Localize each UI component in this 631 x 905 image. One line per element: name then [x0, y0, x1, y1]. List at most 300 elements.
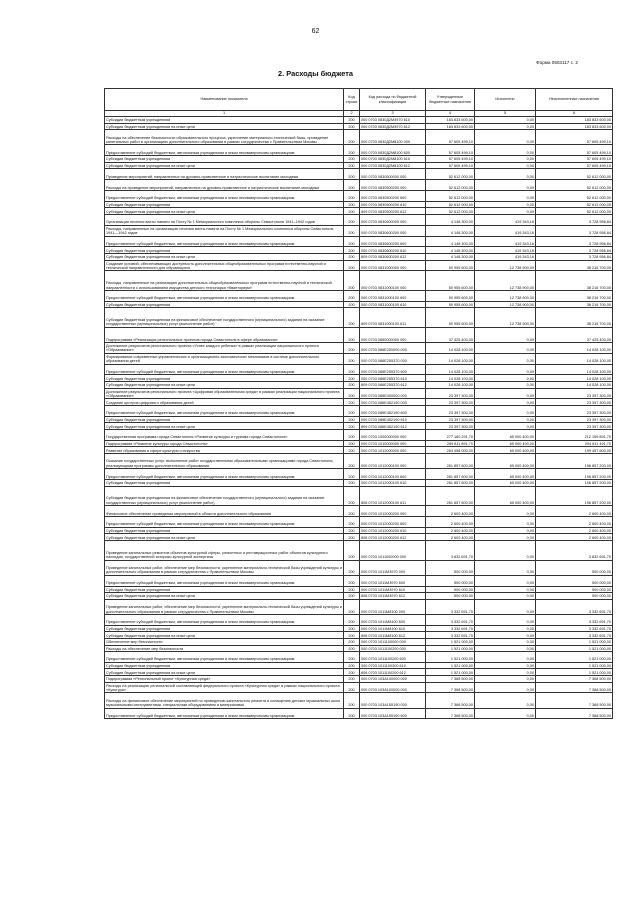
table-row: [105, 327, 613, 342]
table-row: [105, 625, 613, 632]
row-name: Государственная программа города Севастополя «Развитие культуры и туризма города Севастополя»: [105, 430, 344, 441]
row-approved: 500 000,00: [426, 586, 475, 593]
row-line-code: 200: [344, 416, 360, 423]
row-remaining: 3 728 956,84: [536, 247, 613, 254]
row-executed: 0,00: [475, 130, 536, 145]
row-line-code: 200: [344, 447, 360, 454]
row-budget-code: 000 0703 0830600200 610: [360, 247, 426, 254]
row-remaining: 1 521 000,00: [536, 645, 613, 652]
row-budget-code: 000 0703 1011М8100 000: [360, 599, 426, 614]
row-line-code: 200: [344, 480, 360, 487]
row-executed: 0,00: [475, 506, 536, 517]
row-line-code: 200: [344, 190, 360, 201]
row-name: Расходы на обеспечение безопасности образовательного процесса, укрепление материально-технической базы, проведение капитальных работ в организациях дополнительного образования в рамках сотрудничества с Правительством Москвы: [105, 130, 344, 145]
row-remaining: 1 521 000,00: [536, 669, 613, 676]
row-name: Предоставление субсидий бюджетным, автономным учреждениям и иным некоммерческим организациям: [105, 145, 344, 156]
header-executed-amount: Исполнено: [475, 89, 536, 111]
row-budget-code: 000 0703 0860000000 000: [360, 327, 426, 342]
row-approved: 50 955 600,00: [426, 301, 475, 308]
row-approved: 261 857 600,00: [426, 454, 475, 469]
row-executed: 0,00: [475, 156, 536, 163]
row-name: Предоставление субсидий бюджетным, автономным учреждениям и иным некоммерческим организациям: [105, 406, 344, 417]
row-name: Субсидии бюджетным учреждениям на финансовое обеспечение государственного (муниципального) задания на оказание государственных (муниципальных) услуг (выполнение работ): [105, 308, 344, 328]
row-line-code: 200: [344, 214, 360, 225]
row-executed: 0,00: [475, 527, 536, 534]
row-remaining: 52 612 000,00: [536, 201, 613, 208]
row-line-code: 200: [344, 406, 360, 417]
row-executed: 0,00: [475, 516, 536, 527]
row-line-code: 200: [344, 469, 360, 480]
row-budget-code: 000 0703 1011М8100 610: [360, 625, 426, 632]
row-remaining: 1 521 000,00: [536, 652, 613, 663]
row-line-code: 200: [344, 130, 360, 145]
row-line-code: 200: [344, 454, 360, 469]
row-executed: 0,00: [475, 708, 536, 719]
row-budget-code: 000 0703 1012000100 000: [360, 454, 426, 469]
row-name: Субсидии бюджетным учреждениям на иные цели: [105, 593, 344, 600]
header-budget-classification-code: Код расхода по бюджетной классификации: [360, 89, 426, 111]
row-approved: 3 332 691,70: [426, 599, 475, 614]
row-executed: 65 000 400,00: [475, 440, 536, 447]
row-remaining: 23 397 300,00: [536, 416, 613, 423]
row-budget-code: 808 0703 1011100200 612: [360, 669, 426, 676]
row-executed: 12 738 900,00: [475, 290, 536, 301]
row-executed: 0,00: [475, 399, 536, 406]
row-line-code: 200: [344, 353, 360, 364]
row-name: Субсидии бюджетным учреждениям: [105, 662, 344, 669]
table-row: [105, 162, 613, 169]
row-name: Подпрограмма «Развитие культуры города Севастополя»: [105, 440, 344, 447]
row-line-code: 200: [344, 423, 360, 430]
row-budget-code: 000 0703 1011000000 000: [360, 540, 426, 560]
row-approved: 14 028 100,00: [426, 343, 475, 354]
row-name: Субсидии бюджетным учреждениям на иные цели: [105, 382, 344, 389]
row-line-code: 200: [344, 208, 360, 215]
table-row: [105, 469, 613, 480]
row-approved: 57 605 499,10: [426, 145, 475, 156]
row-line-code: 200: [344, 382, 360, 389]
row-remaining: 3 332 691,70: [536, 614, 613, 625]
row-line-code: 200: [344, 169, 360, 180]
row-remaining: 38 216 700,00: [536, 308, 613, 328]
row-executed: 12 738 900,00: [475, 260, 536, 271]
row-budget-code: 000 0703 0830500200 610: [360, 201, 426, 208]
row-budget-code: 000 0703 103A100000 000: [360, 676, 426, 683]
row-executed: 0,00: [475, 162, 536, 169]
table-row: [105, 260, 613, 271]
row-budget-code: 000 0703 0830Д2М8100 612: [360, 162, 426, 169]
row-budget-code: 000 0703 0830Д2М8100 610: [360, 156, 426, 163]
table-row: [105, 560, 613, 575]
row-name: Субсидии бюджетным учреждениям: [105, 527, 344, 534]
row-budget-code: 000 0703 086E452190 600: [360, 406, 426, 417]
table-row: [105, 117, 613, 124]
row-executed: 0,00: [475, 145, 536, 156]
row-name: Создание условий, обеспечивающих доступность дополнительных общеобразовательных программ естественно-научной и технической направленности для обучающихся: [105, 260, 344, 271]
row-budget-code: 000 0703 0830600200 600: [360, 236, 426, 247]
budget-expenditure-table: [104, 88, 613, 719]
table-row: [105, 343, 613, 354]
row-remaining: 23 397 300,00: [536, 388, 613, 399]
row-budget-code: 000 0703 1012000200 000: [360, 506, 426, 517]
row-executed: 419 343,16: [475, 236, 536, 247]
table-row: [105, 382, 613, 389]
row-name: Субсидии бюджетным учреждениям: [105, 117, 344, 124]
table-row: [105, 540, 613, 560]
table-row: [105, 388, 613, 399]
row-approved: 7 368 500,00: [426, 682, 475, 693]
row-executed: 12 738 900,00: [475, 308, 536, 328]
row-budget-code: 000 0703 1012000100 600: [360, 469, 426, 480]
row-executed: 0,00: [475, 599, 536, 614]
table-row: [105, 682, 613, 693]
row-budget-code: 000 0703 086E452190 000: [360, 399, 426, 406]
row-approved: 23 397 300,00: [426, 416, 475, 423]
table-row: [105, 676, 613, 683]
row-name: Предоставление субсидий бюджетным, автономным учреждениям и иным некоммерческим организациям: [105, 290, 344, 301]
row-line-code: 200: [344, 375, 360, 382]
row-executed: 0,00: [475, 645, 536, 652]
table-row: [105, 145, 613, 156]
row-line-code: 200: [344, 301, 360, 308]
row-budget-code: 000 0703 0830Д2М8100 000: [360, 130, 426, 145]
row-approved: 183 833 600,00: [426, 123, 475, 130]
row-approved: 4 148 300,00: [426, 236, 475, 247]
row-line-code: 200: [344, 645, 360, 652]
row-executed: 0,00: [475, 652, 536, 663]
row-budget-code: 809 0703 086E255370 612: [360, 382, 426, 389]
table-row: [105, 632, 613, 639]
row-executed: 0,00: [475, 534, 536, 541]
row-line-code: 200: [344, 652, 360, 663]
form-reference: Форма 0503117 с. 2: [536, 60, 578, 65]
row-remaining: 3 728 956,84: [536, 225, 613, 236]
row-line-code: 200: [344, 540, 360, 560]
row-line-code: 200: [344, 388, 360, 399]
row-approved: 269 811 891,70: [426, 440, 475, 447]
column-index: 4: [426, 111, 475, 117]
row-remaining: 2 600 400,00: [536, 534, 613, 541]
row-executed: 0,00: [475, 406, 536, 417]
row-remaining: 23 397 300,00: [536, 406, 613, 417]
row-approved: 14 028 100,00: [426, 375, 475, 382]
row-remaining: 196 857 200,00: [536, 469, 613, 480]
row-line-code: 200: [344, 430, 360, 441]
header-line-code: Код строки: [344, 89, 360, 111]
row-remaining: 2 600 400,00: [536, 516, 613, 527]
row-executed: 0,00: [475, 662, 536, 669]
row-name: Формирование современных управленческих и организационно-экономических механизмов в системе дополнительного образования детей: [105, 353, 344, 364]
row-name: Оказание государственных услуг, выполнение работ государственными образовательными организациями города Севастополя, реализующими программы дополнительного образования: [105, 454, 344, 469]
row-approved: 1 521 000,00: [426, 662, 475, 669]
row-remaining: 52 612 000,00: [536, 169, 613, 180]
row-remaining: 3 728 956,84: [536, 236, 613, 247]
row-line-code: 200: [344, 271, 360, 291]
row-executed: 0,00: [475, 682, 536, 693]
row-remaining: 183 833 600,00: [536, 123, 613, 130]
row-executed: 0,00: [475, 669, 536, 676]
table-row: [105, 416, 613, 423]
row-remaining: 57 605 499,10: [536, 145, 613, 156]
row-executed: 0,00: [475, 560, 536, 575]
row-remaining: 3 728 956,84: [536, 214, 613, 225]
row-executed: 0,00: [475, 593, 536, 600]
row-approved: 2 600 400,00: [426, 534, 475, 541]
row-approved: 7 368 500,00: [426, 708, 475, 719]
row-name: Субсидии бюджетным учреждениям на финансовое обеспечение государственного (муниципального) задания на оказание государственных (муниципальных) услуг (выполнение работ): [105, 486, 344, 506]
row-remaining: 1 521 000,00: [536, 662, 613, 669]
row-remaining: 7 368 500,00: [536, 676, 613, 683]
row-line-code: 200: [344, 625, 360, 632]
row-executed: 0,00: [475, 423, 536, 430]
row-approved: 1 521 000,00: [426, 645, 475, 652]
row-budget-code: 808 0703 1011М8100 612: [360, 632, 426, 639]
row-budget-code: 809 0703 0830500200 612: [360, 208, 426, 215]
row-name: Субсидии бюджетным учреждениям на иные цели: [105, 632, 344, 639]
table-header-row: [105, 89, 613, 111]
row-approved: 2 600 400,00: [426, 516, 475, 527]
table-row: [105, 527, 613, 534]
page-number: 62: [311, 28, 320, 35]
row-remaining: 52 612 000,00: [536, 208, 613, 215]
row-budget-code: 000 0703 086E255370 000: [360, 353, 426, 364]
table-row: [105, 236, 613, 247]
row-name: Предоставление субсидий бюджетным, автономным учреждениям и иным некоммерческим организациям: [105, 516, 344, 527]
row-budget-code: 809 0703 0831000100 611: [360, 308, 426, 328]
column-index: 5: [475, 111, 536, 117]
row-name: Достижение результатов регионального проекта «Успех каждого ребенка» в рамках реализации национального проекта «Образование»: [105, 343, 344, 354]
row-approved: 14 028 100,00: [426, 364, 475, 375]
table-row: [105, 301, 613, 308]
row-executed: 0,00: [475, 343, 536, 354]
row-executed: 65 000 400,00: [475, 480, 536, 487]
row-approved: 50 955 600,00: [426, 290, 475, 301]
row-name: Развитие образования в сфере культуры и искусства: [105, 447, 344, 454]
row-line-code: 200: [344, 260, 360, 271]
row-budget-code: 000 0703 086E452190 610: [360, 416, 426, 423]
row-budget-code: 000 0703 103A155190 600: [360, 708, 426, 719]
row-line-code: 200: [344, 632, 360, 639]
row-budget-code: 000 0703 086E255370 600: [360, 364, 426, 375]
row-executed: 65 000 400,00: [475, 430, 536, 441]
row-approved: 37 425 400,00: [426, 327, 475, 342]
table-row: [105, 190, 613, 201]
row-approved: 50 955 600,00: [426, 260, 475, 271]
row-line-code: 200: [344, 662, 360, 669]
row-line-code: 200: [344, 117, 360, 124]
row-line-code: 200: [344, 201, 360, 208]
row-budget-code: 000 0703 1011М8100 600: [360, 614, 426, 625]
row-approved: 3 332 691,70: [426, 632, 475, 639]
section-title: 2. Расходы бюджета: [278, 69, 353, 78]
row-remaining: 3 332 691,70: [536, 625, 613, 632]
table-row: [105, 225, 613, 236]
table-row: [105, 534, 613, 541]
table-row: [105, 214, 613, 225]
table-row: [105, 423, 613, 430]
table-row: [105, 486, 613, 506]
row-name: Расходы, направленные на реализацию дополнительных общеобразовательных программ естественно-научной и технической направленности с использованием имущества детского технопарка «Кванториум»: [105, 271, 344, 291]
row-remaining: 14 028 100,00: [536, 353, 613, 364]
header-remaining-amount: Неисполненные назначения: [536, 89, 613, 111]
row-executed: 0,00: [475, 676, 536, 683]
row-line-code: 200: [344, 399, 360, 406]
row-name: Предоставление субсидий бюджетным, автономным учреждениям и иным некоммерческим организациям: [105, 364, 344, 375]
row-remaining: 1 521 000,00: [536, 638, 613, 645]
row-executed: 0,00: [475, 180, 536, 191]
row-remaining: 196 857 200,00: [536, 454, 613, 469]
row-remaining: 38 216 700,00: [536, 271, 613, 291]
row-approved: 2 600 400,00: [426, 506, 475, 517]
row-approved: 50 955 600,00: [426, 271, 475, 291]
row-name: Субсидии бюджетным учреждениям: [105, 247, 344, 254]
row-approved: 3 832 691,70: [426, 540, 475, 560]
row-approved: 50 955 600,00: [426, 308, 475, 328]
row-budget-code: 000 0703 1000000000 000: [360, 430, 426, 441]
row-executed: 65 000 400,00: [475, 447, 536, 454]
row-name: Предоставление субсидий бюджетным, автономным учреждениям и иным некоммерческим организациям: [105, 190, 344, 201]
row-approved: 1 521 000,00: [426, 638, 475, 645]
row-approved: 261 857 600,00: [426, 469, 475, 480]
table-row: [105, 253, 613, 260]
row-executed: 65 000 400,00: [475, 454, 536, 469]
row-executed: 65 000 400,00: [475, 486, 536, 506]
row-budget-code: 000 0703 086E200000 000: [360, 343, 426, 354]
row-remaining: 14 028 100,00: [536, 382, 613, 389]
row-budget-code: 000 0703 0830Д2М3970 610: [360, 117, 426, 124]
row-approved: 264 458 000,00: [426, 447, 475, 454]
table-row: [105, 669, 613, 676]
row-name: Субсидии бюджетным учреждениям: [105, 301, 344, 308]
row-line-code: 200: [344, 693, 360, 708]
row-approved: 3 332 691,70: [426, 625, 475, 632]
row-budget-code: 808 0703 1012000200 612: [360, 534, 426, 541]
row-name: Предоставление субсидий бюджетным, автономным учреждениям и иным некоммерческим организациям: [105, 236, 344, 247]
column-index: 3: [360, 111, 426, 117]
table-row: [105, 454, 613, 469]
row-name: Расходы на финансовое обеспечение мероприятий по проведению капитального ремонта и оснащению детских музыкальных школ музыкальными инструментами, специальным оборудованием и материалами: [105, 693, 344, 708]
row-name: Расходы на проведение мероприятий, направленных на духовно-нравственное и патриотическое воспитание молодежи: [105, 180, 344, 191]
row-executed: 0,00: [475, 416, 536, 423]
row-approved: 52 612 000,00: [426, 201, 475, 208]
row-line-code: 200: [344, 708, 360, 719]
row-executed: 0,00: [475, 632, 536, 639]
table-row: [105, 652, 613, 663]
row-executed: 0,00: [475, 375, 536, 382]
table-row: [105, 593, 613, 600]
row-approved: 1 521 000,00: [426, 669, 475, 676]
row-line-code: 200: [344, 145, 360, 156]
row-remaining: 500 000,00: [536, 586, 613, 593]
row-line-code: 200: [344, 669, 360, 676]
row-budget-code: 000 0703 1012000000 000: [360, 447, 426, 454]
table-row: [105, 708, 613, 719]
row-name: Субсидии бюджетным учреждениям: [105, 625, 344, 632]
row-executed: 0,00: [475, 540, 536, 560]
row-approved: 4 148 300,00: [426, 247, 475, 254]
row-remaining: 38 216 700,00: [536, 260, 613, 271]
row-remaining: 23 397 300,00: [536, 423, 613, 430]
row-budget-code: 000 0703 0830600000 000: [360, 214, 426, 225]
table-row: [105, 447, 613, 454]
row-name: Подпрограмма «Реализация региональных проектов города Севастополя в сфере образования»: [105, 327, 344, 342]
table-row: [105, 506, 613, 517]
row-budget-code: 000 0703 0830500200 000: [360, 180, 426, 191]
row-remaining: 183 833 600,00: [536, 117, 613, 124]
row-name: Субсидии бюджетным учреждениям: [105, 156, 344, 163]
row-remaining: 3 332 691,70: [536, 599, 613, 614]
table-row: [105, 201, 613, 208]
row-remaining: 199 457 600,00: [536, 447, 613, 454]
header-approved-amount: Утвержденные бюджетные назначения: [426, 89, 475, 111]
row-remaining: 7 368 500,00: [536, 708, 613, 719]
row-executed: 0,00: [475, 586, 536, 593]
row-executed: 0,00: [475, 201, 536, 208]
row-budget-code: 809 0703 086E452190 612: [360, 423, 426, 430]
table-row: [105, 480, 613, 487]
row-remaining: 2 600 400,00: [536, 527, 613, 534]
row-approved: 23 397 300,00: [426, 399, 475, 406]
row-name: Предоставление субсидий бюджетным, автономным учреждениям и иным некоммерческим организациям: [105, 575, 344, 586]
row-line-code: 200: [344, 527, 360, 534]
row-line-code: 200: [344, 156, 360, 163]
row-remaining: 2 600 400,00: [536, 506, 613, 517]
table-row: [105, 430, 613, 441]
table-row: [105, 645, 613, 652]
row-approved: 500 000,00: [426, 560, 475, 575]
row-executed: 0,00: [475, 190, 536, 201]
row-line-code: 200: [344, 364, 360, 375]
row-remaining: 57 605 499,10: [536, 162, 613, 169]
row-executed: 0,00: [475, 208, 536, 215]
row-budget-code: 000 0703 1011100000 000: [360, 638, 426, 645]
row-approved: 261 857 600,00: [426, 486, 475, 506]
row-executed: 12 738 900,00: [475, 301, 536, 308]
table-row: [105, 353, 613, 364]
row-name: Субсидии бюджетным учреждениям: [105, 416, 344, 423]
row-remaining: 38 216 700,00: [536, 301, 613, 308]
row-executed: 419 343,16: [475, 225, 536, 236]
row-name: Субсидии бюджетным учреждениям на иные цели: [105, 423, 344, 430]
row-executed: 0,00: [475, 614, 536, 625]
row-budget-code: 000 0703 1012000100 610: [360, 480, 426, 487]
row-approved: 261 857 600,00: [426, 480, 475, 487]
row-approved: 57 605 499,10: [426, 162, 475, 169]
row-executed: 0,00: [475, 382, 536, 389]
row-name: Создание центров цифрового образования детей: [105, 399, 344, 406]
row-approved: 52 612 000,00: [426, 208, 475, 215]
row-line-code: 200: [344, 253, 360, 260]
row-name: Предоставление субсидий бюджетным, автономным учреждениям и иным некоммерческим организациям: [105, 652, 344, 663]
row-name: Финансовое обеспечение проведения мероприятий в области дополнительного образования: [105, 506, 344, 517]
table-row: [105, 271, 613, 291]
row-line-code: 200: [344, 560, 360, 575]
row-budget-code: 000 0703 086E400000 000: [360, 388, 426, 399]
row-name: Проведение капитальных ремонтов объектов культурной сферы, ремонтных и реставрационных работ объектов культурного наследия, государственной историко-культурной экспертизы: [105, 540, 344, 560]
row-budget-code: 000 0703 1012000200 610: [360, 527, 426, 534]
table-row: [105, 364, 613, 375]
row-name: Предоставление субсидий бюджетным, автономным учреждениям и иным некоммерческим организациям: [105, 614, 344, 625]
row-remaining: 3 332 691,70: [536, 632, 613, 639]
row-remaining: 196 857 200,00: [536, 480, 613, 487]
row-approved: 7 368 500,00: [426, 693, 475, 708]
row-line-code: 200: [344, 599, 360, 614]
row-budget-code: 000 0703 1011100200 600: [360, 652, 426, 663]
row-approved: 23 397 300,00: [426, 388, 475, 399]
row-executed: 0,00: [475, 117, 536, 124]
row-budget-code: 000 0703 0830500000 000: [360, 169, 426, 180]
row-approved: 500 000,00: [426, 575, 475, 586]
